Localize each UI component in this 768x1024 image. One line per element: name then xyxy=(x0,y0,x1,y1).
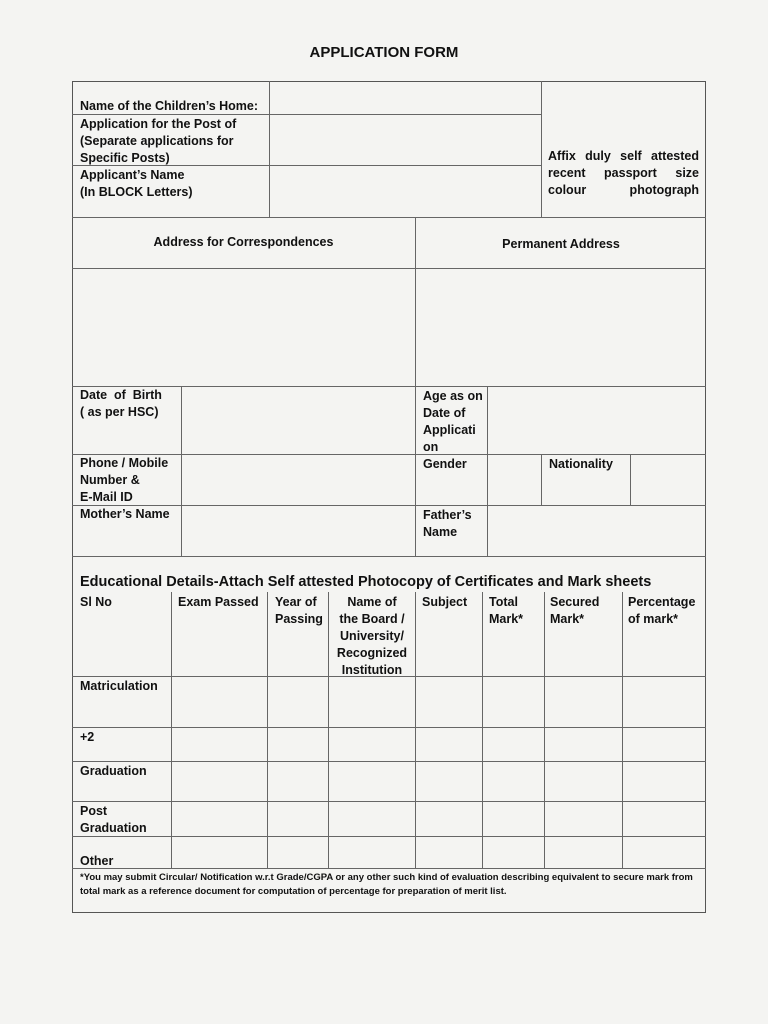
nationality-input[interactable] xyxy=(631,455,705,505)
label-permanent-address: Permanent Address xyxy=(502,237,620,251)
col-header-year-of-passing: Year of Passing xyxy=(275,595,323,626)
correspondence-address-input[interactable] xyxy=(73,269,415,386)
label-mothers-name: Mother’s Name xyxy=(80,507,170,521)
rule xyxy=(415,592,416,868)
age-input[interactable] xyxy=(488,387,705,454)
rule xyxy=(72,217,706,218)
label-applicant-name: Applicant’s Name (In BLOCK Letters) xyxy=(80,168,193,199)
date-of-birth-input[interactable] xyxy=(182,387,415,454)
photo-instruction: Affix duly self attested recent passport size colour photograph xyxy=(548,149,699,197)
table-row-label: +2 xyxy=(80,730,95,744)
label-nationality: Nationality xyxy=(549,457,613,471)
phone-email-input[interactable] xyxy=(182,455,415,505)
rule xyxy=(541,454,542,505)
childrens-home-input[interactable] xyxy=(270,82,540,114)
label-post-applied: Application for the Post of (Separate applications for Specific Posts) xyxy=(80,117,237,165)
post-applied-input[interactable] xyxy=(270,115,540,165)
rule xyxy=(72,868,706,869)
table-row-label: Post Graduation xyxy=(80,804,147,835)
table-row-label: Other xyxy=(80,854,114,868)
col-header-sl-no: Sl No xyxy=(80,595,112,609)
rule xyxy=(72,727,706,728)
col-header-exam-passed: Exam Passed xyxy=(178,595,259,609)
col-header-secured-mark: Secured Mark* xyxy=(550,595,600,626)
label-childrens-home: Name of the Children’s Home: xyxy=(80,99,259,113)
photo-box[interactable] xyxy=(542,82,705,217)
col-header-percentage: Percentage of mark* xyxy=(628,595,696,626)
applicant-name-input[interactable] xyxy=(270,166,540,217)
permanent-address-input[interactable] xyxy=(416,269,705,386)
rule xyxy=(622,592,623,868)
table-row-label: Graduation xyxy=(80,764,147,778)
col-header-subject: Subject xyxy=(422,595,468,609)
education-heading: Educational Details-Attach Self attested Photocopy of Certificates and Mark sheets xyxy=(80,574,652,590)
rule xyxy=(72,801,706,802)
label-phone-email: Phone / Mobile Number & E-Mail ID xyxy=(80,456,169,504)
label-correspondence-address: Address for Correspondences xyxy=(153,235,334,249)
rule xyxy=(72,836,706,837)
rule xyxy=(544,592,545,868)
rule xyxy=(267,592,268,868)
label-fathers-name: Father’s Name xyxy=(423,508,472,539)
label-gender: Gender xyxy=(423,457,467,471)
rule xyxy=(482,592,483,868)
form-title: APPLICATION FORM xyxy=(309,44,459,61)
label-age: Age as on Date of Applicati on xyxy=(423,389,483,454)
fathers-name-input[interactable] xyxy=(488,506,705,556)
col-header-board: Name of the Board / University/ Recognized Institution xyxy=(336,595,408,677)
footnote: *You may submit Circular/ Notification w.r.t Grade/CGPA or any other such kind of evaluation describing equivalent to secure mark from total mark as a reference document for computation of percentage for preparation of merit list. xyxy=(80,872,693,897)
mothers-name-input[interactable] xyxy=(182,506,415,556)
gender-input[interactable] xyxy=(488,455,541,505)
rule xyxy=(72,761,706,762)
table-row-label: Matriculation xyxy=(80,679,158,693)
rule xyxy=(72,556,706,557)
label-date-of-birth: Date of Birth ( as per HSC) xyxy=(80,388,162,419)
col-header-total-mark: Total Mark* xyxy=(489,595,524,626)
rule xyxy=(171,592,172,868)
